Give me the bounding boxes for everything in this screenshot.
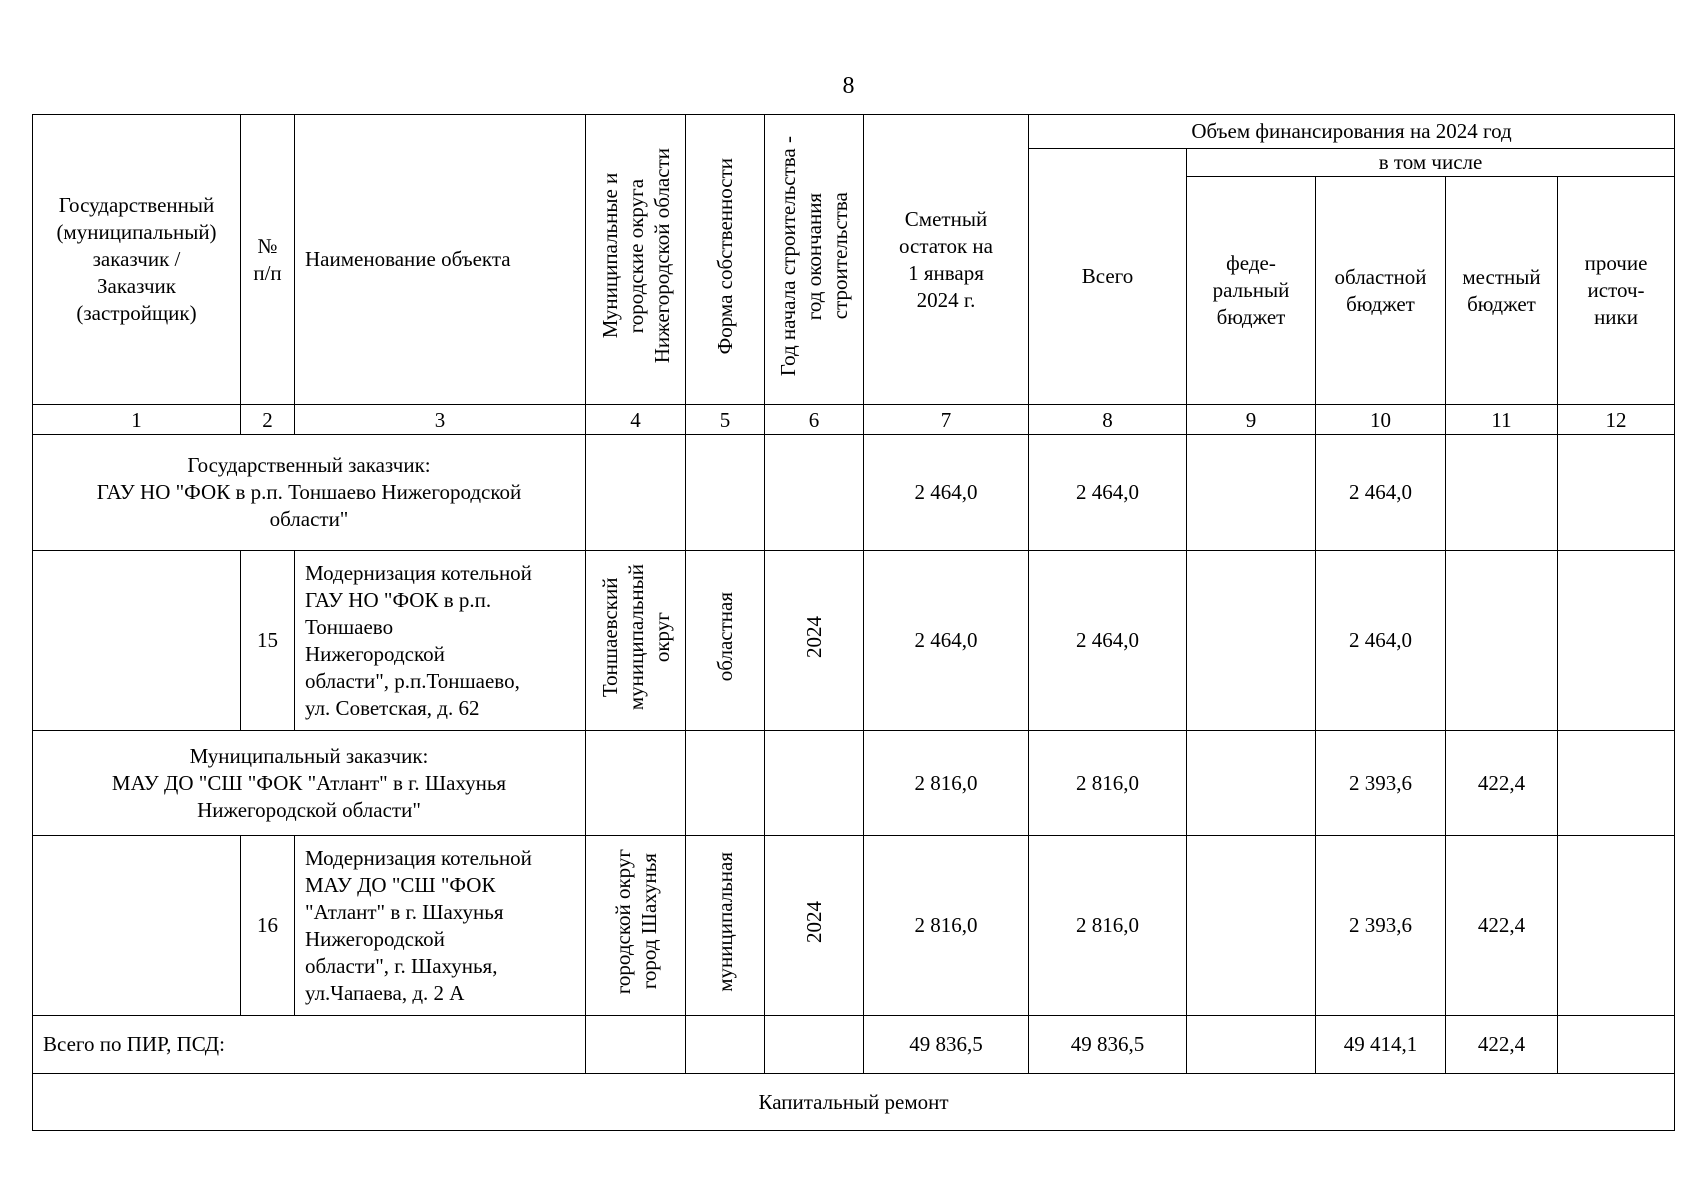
estimate-value: 49 836,5 — [864, 1016, 1029, 1074]
empty-cell — [686, 731, 765, 836]
regional-value: 2 393,6 — [1316, 836, 1446, 1016]
object-row — [33, 551, 1675, 731]
estimate-value: 2 464,0 — [864, 435, 1029, 551]
header-customer: Государственный (муниципальный) заказчик / Заказчик (застройщик) — [33, 115, 241, 405]
regional-value: 2 393,6 — [1316, 731, 1446, 836]
total-value: 2 464,0 — [1029, 435, 1187, 551]
empty-cell — [686, 1016, 765, 1074]
federal-value — [1187, 551, 1316, 731]
other-value — [1558, 435, 1675, 551]
object-number: 15 — [241, 551, 295, 731]
header-ownership: Форма собственности — [686, 115, 765, 405]
total-value: 2 464,0 — [1029, 551, 1187, 731]
other-value — [1558, 731, 1675, 836]
object-district: городской округ город Шахунья — [586, 836, 686, 1016]
empty-cell — [33, 551, 241, 731]
column-number: 1 — [33, 405, 241, 435]
page-number: 8 — [842, 73, 855, 99]
column-number: 8 — [1029, 405, 1187, 435]
empty-cell — [765, 731, 864, 836]
federal-value — [1187, 1016, 1316, 1074]
header-estimate: Сметный остаток на 1 января 2024 г. — [864, 115, 1029, 405]
header-number: № п/п — [241, 115, 295, 405]
other-value — [1558, 551, 1675, 731]
estimate-value: 2 464,0 — [864, 551, 1029, 731]
other-value — [1558, 836, 1675, 1016]
object-number: 16 — [241, 836, 295, 1016]
financing-table — [32, 114, 1675, 1131]
empty-cell — [586, 731, 686, 836]
total-value: 2 816,0 — [1029, 836, 1187, 1016]
federal-value — [1187, 731, 1316, 836]
object-years: 2024 — [765, 551, 864, 731]
regional-value: 2 464,0 — [1316, 551, 1446, 731]
empty-cell — [586, 435, 686, 551]
object-years: 2024 — [765, 836, 864, 1016]
header-including: в том числе — [1187, 149, 1675, 177]
column-number: 2 — [241, 405, 295, 435]
empty-cell — [586, 1016, 686, 1074]
header-years: Год начала строительства - год окончания строительства — [765, 115, 864, 405]
local-value — [1446, 551, 1558, 731]
regional-value: 2 464,0 — [1316, 435, 1446, 551]
column-number: 7 — [864, 405, 1029, 435]
estimate-value: 2 816,0 — [864, 731, 1029, 836]
object-ownership: муниципальная — [686, 836, 765, 1016]
customer-name: Государственный заказчик: ГАУ НО "ФОК в р.п. Тоншаево Нижегородской области" — [33, 435, 586, 551]
total-value: 49 836,5 — [1029, 1016, 1187, 1074]
empty-cell — [33, 836, 241, 1016]
object-district: Тоншаевский муниципальный округ — [586, 551, 686, 731]
federal-value — [1187, 836, 1316, 1016]
other-value — [1558, 1016, 1675, 1074]
column-number: 11 — [1446, 405, 1558, 435]
section-title: Капитальный ремонт — [33, 1074, 1675, 1131]
header-financing: Объем финансирования на 2024 год — [1029, 115, 1675, 149]
column-number: 3 — [295, 405, 586, 435]
header-federal: феде- ральный бюджет — [1187, 177, 1316, 405]
customer-row — [33, 731, 1675, 836]
object-name: Модернизация котельной ГАУ НО "ФОК в р.п. Тоншаево Нижегородской области", р.п.Тоншаево, ул. Советская, д. 62 — [295, 551, 586, 731]
object-ownership: областная — [686, 551, 765, 731]
empty-cell — [686, 435, 765, 551]
federal-value — [1187, 435, 1316, 551]
customer-row — [33, 435, 1675, 551]
local-value: 422,4 — [1446, 731, 1558, 836]
empty-cell — [765, 435, 864, 551]
column-number: 10 — [1316, 405, 1446, 435]
estimate-value: 2 816,0 — [864, 836, 1029, 1016]
empty-cell — [765, 1016, 864, 1074]
total-row — [33, 1016, 1675, 1074]
customer-name: Муниципальный заказчик: МАУ ДО "СШ "ФОК "Атлант" в г. Шахунья Нижегородской области" — [33, 731, 586, 836]
object-row — [33, 836, 1675, 1016]
header-total: Всего — [1029, 149, 1187, 405]
column-number: 6 — [765, 405, 864, 435]
column-number-row — [33, 405, 1675, 435]
column-number: 12 — [1558, 405, 1675, 435]
header-row-1 — [33, 115, 1675, 149]
local-value: 422,4 — [1446, 836, 1558, 1016]
column-number: 5 — [686, 405, 765, 435]
header-local: местный бюджет — [1446, 177, 1558, 405]
header-object-name: Наименование объекта — [295, 115, 586, 405]
section-row — [33, 1074, 1675, 1131]
header-districts: Муниципальные и городские округа Нижегородской области — [586, 115, 686, 405]
header-regional: областной бюджет — [1316, 177, 1446, 405]
total-value: 2 816,0 — [1029, 731, 1187, 836]
local-value — [1446, 435, 1558, 551]
header-other: прочие источ- ники — [1558, 177, 1675, 405]
total-label: Всего по ПИР, ПСД: — [33, 1016, 586, 1074]
regional-value: 49 414,1 — [1316, 1016, 1446, 1074]
column-number: 9 — [1187, 405, 1316, 435]
column-number: 4 — [586, 405, 686, 435]
local-value: 422,4 — [1446, 1016, 1558, 1074]
object-name: Модернизация котельной МАУ ДО "СШ "ФОК "Атлант" в г. Шахунья Нижегородской области", г. Шахунья, ул.Чапаева, д. 2 А — [295, 836, 586, 1016]
